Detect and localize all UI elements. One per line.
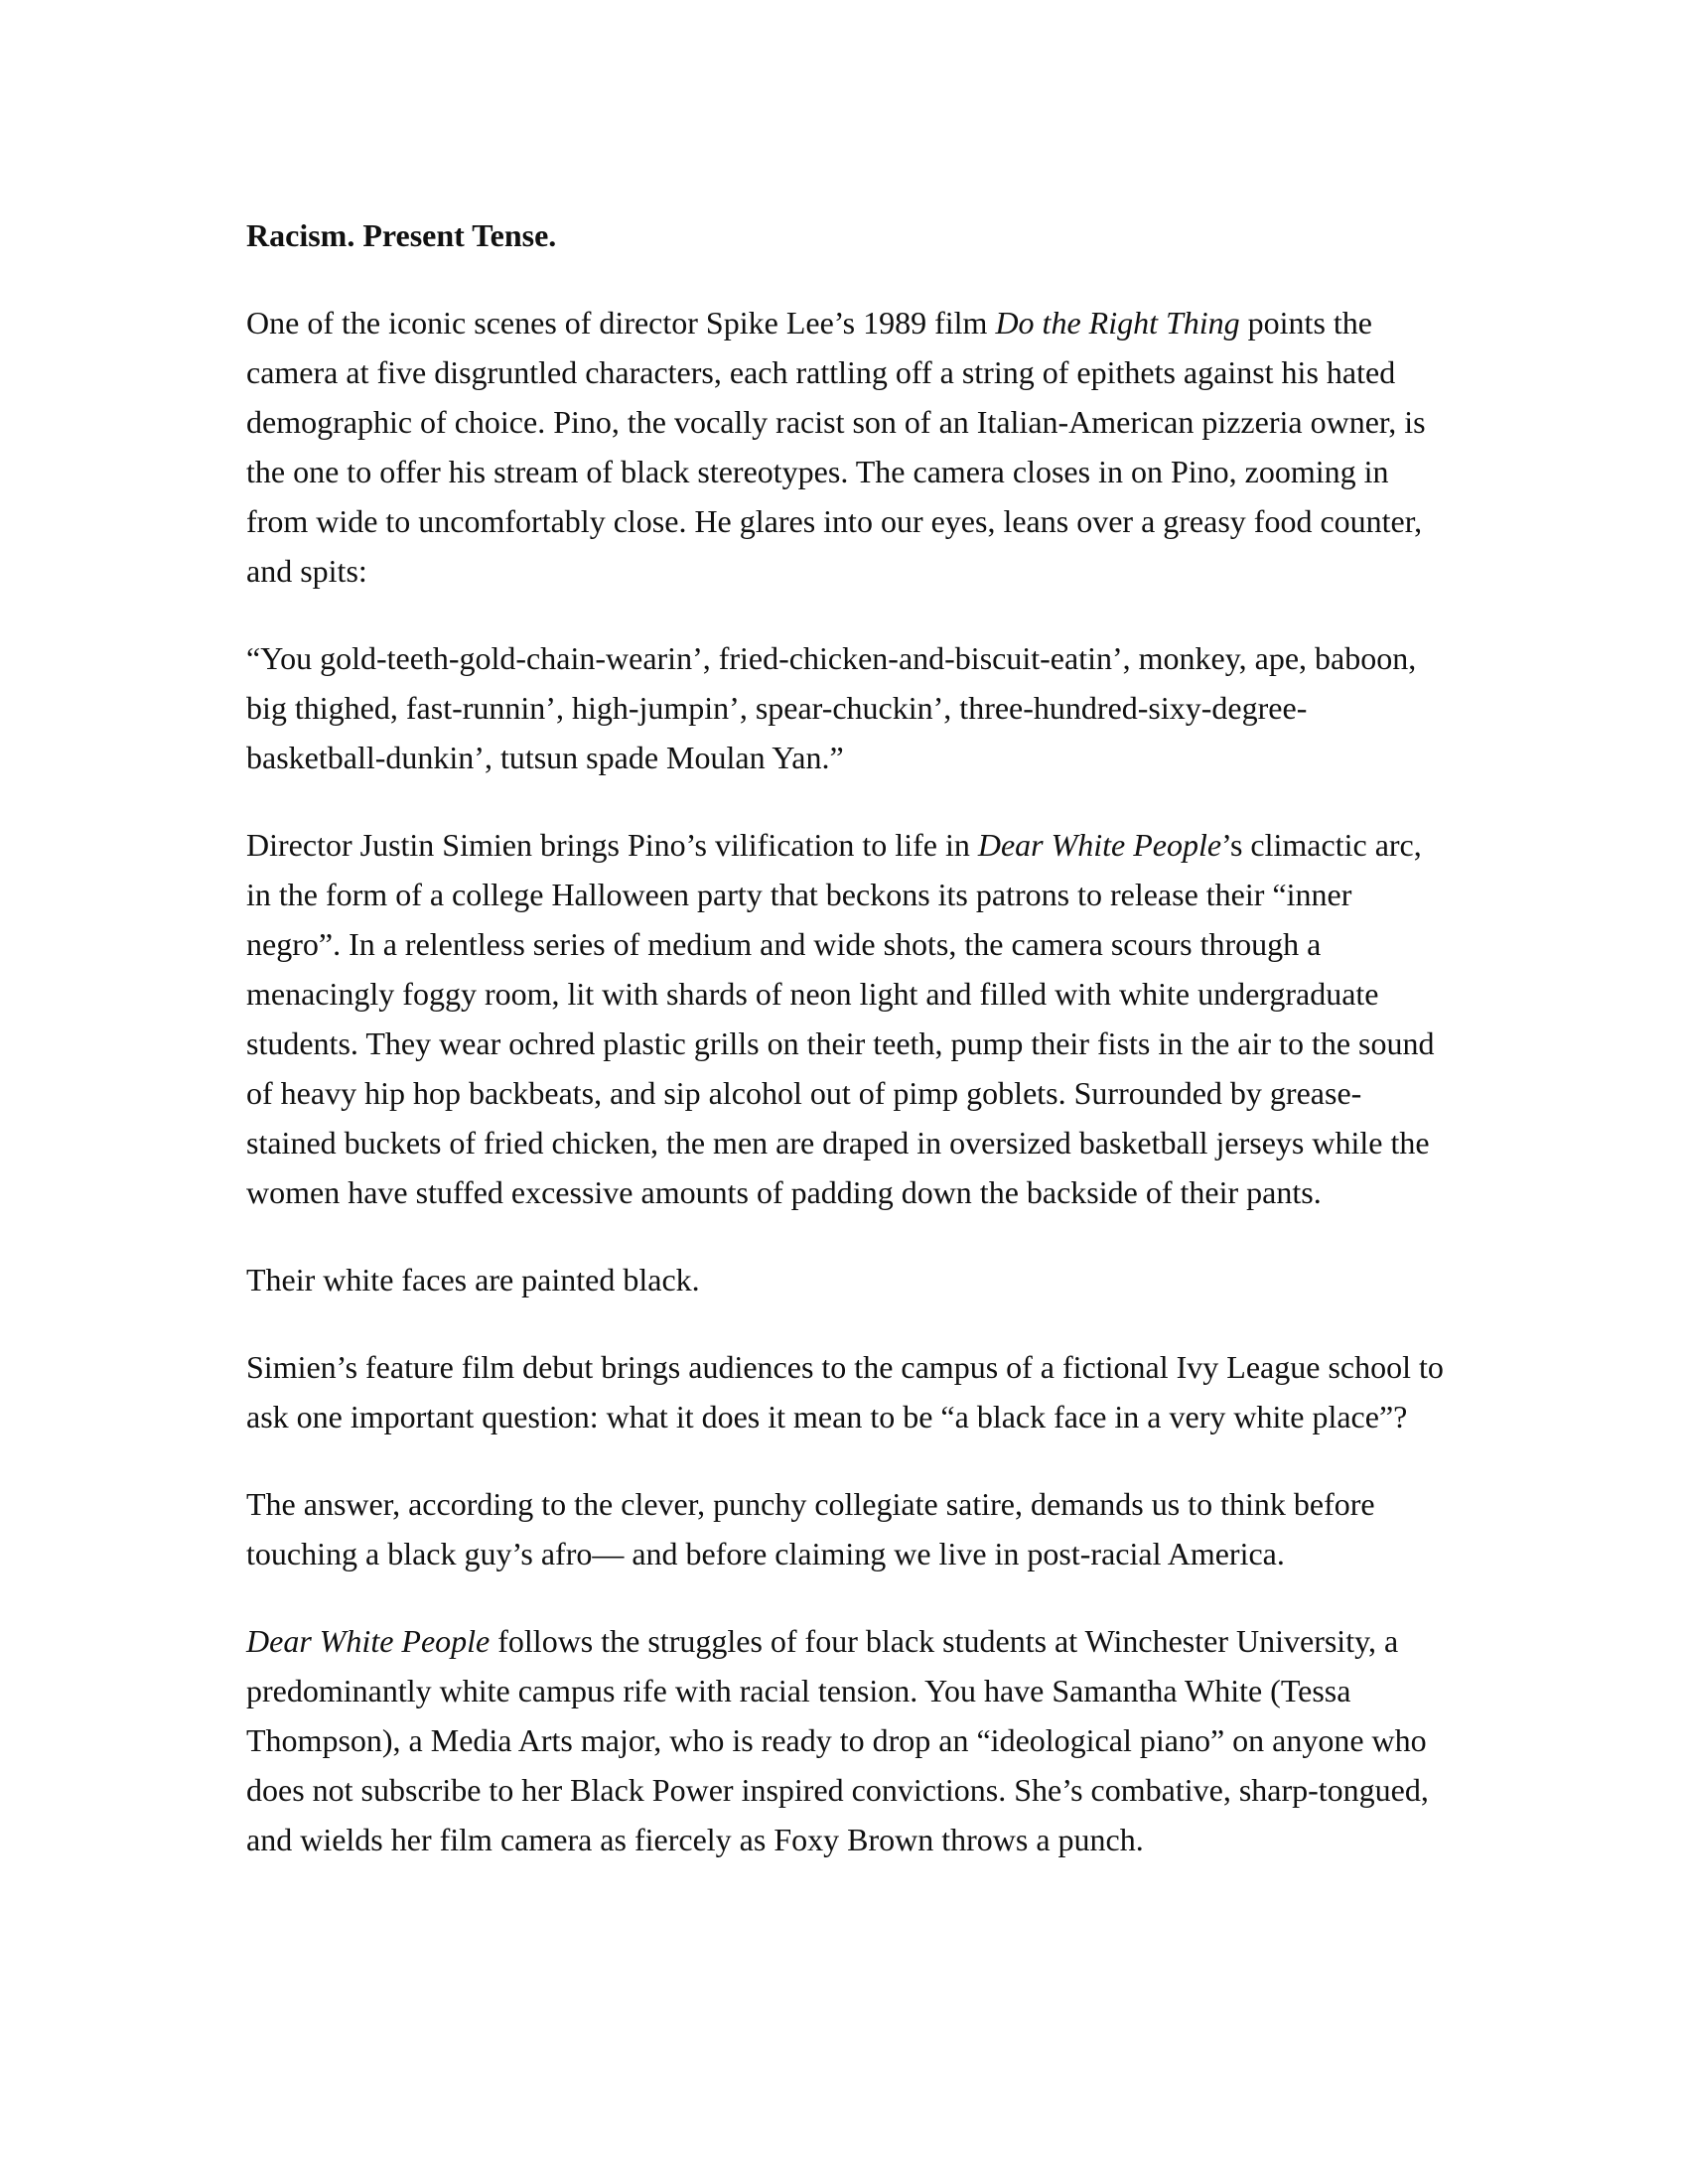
paragraph-text: ’s climactic arc, in the form of a college Halloween party that beckons its patrons to release their “inner negro”. In a relentless series of medium and wide shots, the camera scours through a menacingly foggy room, lit with shards of neon light and filled with white undergraduate students. They wear ochred plastic grills on their teeth, pump their fists in the air to the sound of heavy hip hop backbeats, and sip alcohol out of pimp goblets. Surrounded by grease-stained buckets of fried chicken, the men are draped in oversized basketball jerseys while the women have stuffed excessive amounts of padding down the backside of their pants. xyxy=(246,827,1435,1210)
paragraph-text: Director Justin Simien brings Pino’s vilification to life in xyxy=(246,827,978,863)
paragraph-intro xyxy=(246,298,1446,596)
document-page xyxy=(246,210,1446,1902)
paragraph-text: follows the struggles of four black students at Winchester University, a predominantly white campus rife with racial tension. You have Samantha White (Tessa Thompson), a Media Arts major, who is ready to drop an “ideological piano” on anyone who does not subscribe to her Black Power inspired convictions. She’s combative, sharp-tongued, and wields her film camera as fiercely as Foxy Brown throws a punch. xyxy=(246,1623,1429,1857)
film-title: Dear White People xyxy=(246,1623,491,1659)
paragraph-plot xyxy=(246,1616,1446,1864)
paragraph-quote: “You gold-teeth-gold-chain-wearin’, fried-chicken-and-biscuit-eatin’, monkey, ape, baboon, big thighed, fast-runnin’, high-jumpin’, spear-chuckin’, three-hundred-sixy-degree-basketball-dunkin’, tutsun spade Moulan Yan.” xyxy=(246,640,1417,775)
paragraph-debut: Simien’s feature film debut brings audiences to the campus of a fictional Ivy League school to ask one important question: what it does it mean to be “a black face in a very white place”? xyxy=(246,1349,1444,1434)
paragraph-answer: The answer, according to the clever, punchy collegiate satire, demands us to think before touching a black guy’s afro— and before claiming we live in post-racial America. xyxy=(246,1486,1375,1571)
paragraph-text: One of the iconic scenes of director Spike Lee’s 1989 film xyxy=(246,305,996,341)
film-title: Dear White People xyxy=(977,827,1222,863)
film-title: Do the Right Thing xyxy=(995,305,1240,341)
paragraph-halloween-party xyxy=(246,820,1446,1217)
article-title: Racism. Present Tense. xyxy=(246,217,557,253)
paragraph-text: points the camera at five disgruntled characters, each rattling off a string of epithets against his hated demographic of choice. Pino, the vocally racist son of an Italian-American pizzeria owner, is the one to offer his stream of black stereotypes. The camera closes in on Pino, zooming in from wide to uncomfortably close. He glares into our eyes, leans over a greasy food counter, and spits: xyxy=(246,305,1426,589)
paragraph-painted-faces: Their white faces are painted black. xyxy=(246,1262,700,1297)
